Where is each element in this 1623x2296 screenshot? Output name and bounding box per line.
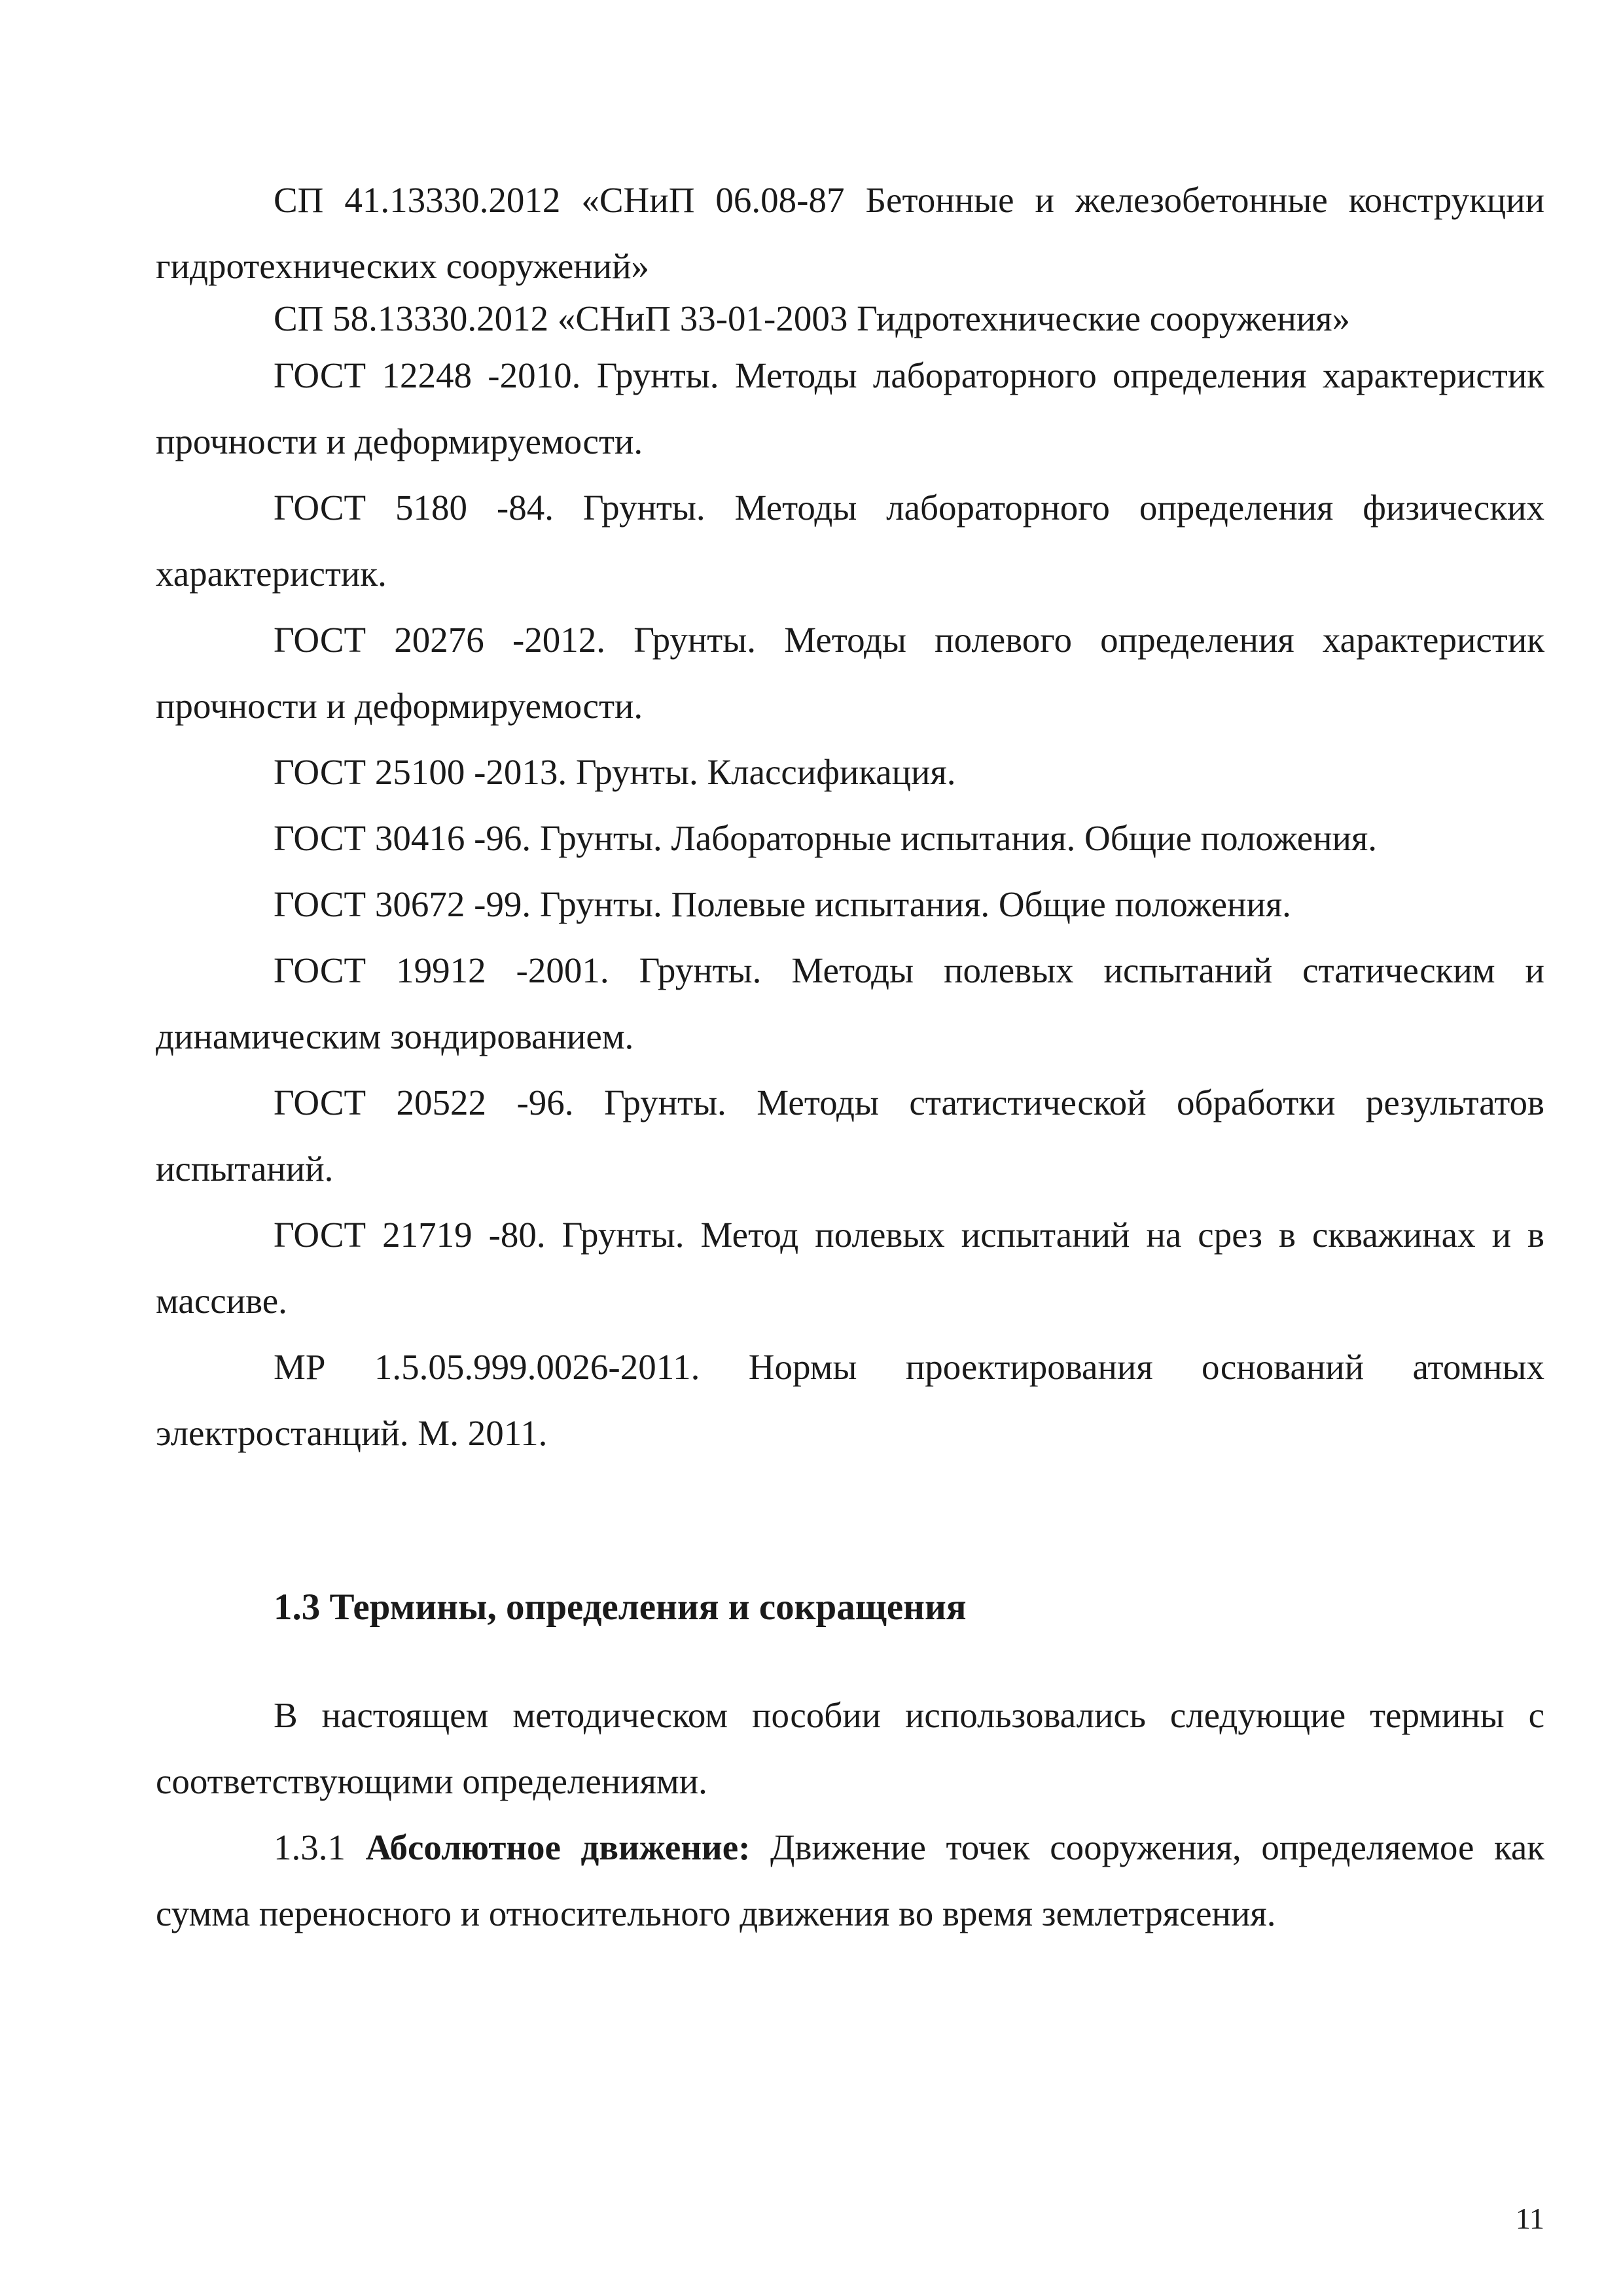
reference-item: ГОСТ 30416 -96. Грунты. Лабораторные испытания. Общие положения. [274,818,1378,858]
reference-item: ГОСТ 19912 -2001. Грунты. Методы полевых испытаний статическим и динамическим зондированием. [156,950,1544,1056]
reference-item: СП 41.13330.2012 «СНиП 06.08-87 Бетонные и железобетонные конструкции гидротехнических сооружений» [156,180,1544,286]
term-name: Абсолютное движение: [365,1827,751,1867]
section-heading: 1.3 Термины, определения и сокращения [274,1587,967,1628]
reference-item: СП 58.13330.2012 «СНиП 33-01-2003 Гидротехнические сооружения» [274,298,1351,338]
reference-item: ГОСТ 30672 -99. Грунты. Полевые испытания. Общие положения. [274,884,1291,924]
section-body [156,1682,1544,1946]
reference-item: ГОСТ 20522 -96. Грунты. Методы статистической обработки результатов испытаний. [156,1083,1544,1189]
reference-item: ГОСТ 12248 -2010. Грунты. Методы лабораторного определения характеристик прочности и деформируемости. [156,355,1544,461]
reference-item: ГОСТ 20276 -2012. Грунты. Методы полевого определения характеристик прочности и деформируемости. [156,620,1544,726]
reference-item: ГОСТ 25100 -2013. Грунты. Классификация. [274,752,956,792]
term-definition: Движение точек сооружения, определяемое как сумма переносного и относительного движения во время землетрясения. [156,1827,1545,1933]
page-number: 11 [1515,2202,1544,2235]
section-intro: В настоящем методическом пособии использовались следующие термины с соответствующими определениями. [156,1695,1544,1801]
reference-item: МР 1.5.05.999.0026-2011. Нормы проектирования оснований атомных электростанций. М. 2011. [156,1347,1544,1453]
term-number: 1.3.1 [274,1827,346,1867]
references-list [156,167,1544,1466]
reference-item: ГОСТ 21719 -80. Грунты. Метод полевых испытаний на срез в скважинах и в массиве. [156,1215,1544,1321]
reference-item: ГОСТ 5180 -84. Грунты. Методы лабораторного определения физических характеристик. [156,488,1544,594]
term-definition-paragraph [156,1814,1544,1946]
